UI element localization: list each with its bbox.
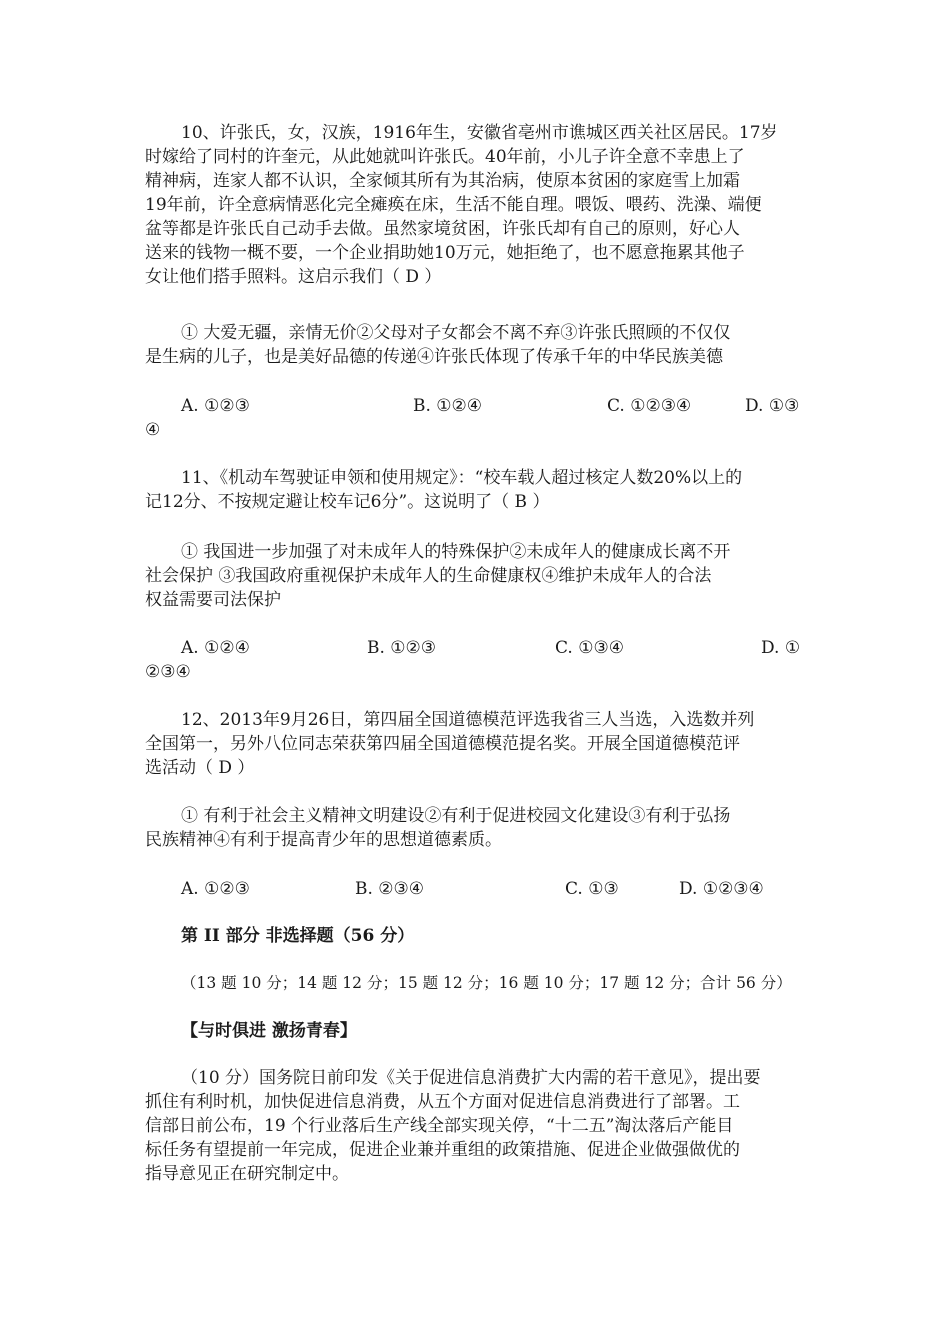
q10-line: 盆等都是许张氏自己动手去做。虽然家境贫困，许张氏却有自己的原则，好心人 — [145, 219, 740, 239]
q12-statement-line: 民族精神④有利于提高青少年的思想道德素质。 — [145, 830, 502, 850]
q11-option-b: B. ①②③ — [367, 638, 437, 658]
question-11-stem — [145, 466, 810, 514]
q10-option-c: C. ①②③④ — [607, 396, 692, 416]
q11-option-c: C. ①③④ — [555, 638, 624, 658]
q13-line: （10 分）国务院日前印发《关于促进信息消费扩大内需的若干意见》，提出要 — [181, 1068, 761, 1088]
part-2-score-breakdown — [145, 971, 810, 995]
q12-line: 全国第一，另外八位同志荣获第四届全国道德模范提名奖。开展全国道德模范评 — [145, 734, 740, 754]
q13-line: 抓住有利时机，加快促进信息消费，从五个方面对促进信息消费进行了部署。工 — [145, 1092, 740, 1112]
q11-option-a: A. ①②④ — [181, 638, 250, 658]
section-heading — [145, 1019, 810, 1043]
question-12-options — [145, 877, 810, 901]
q13-line: 标任务有望提前一年完成，促进企业兼并重组的政策措施、促进企业做强做优的 — [145, 1140, 740, 1160]
q12-option-c: C. ①③ — [565, 879, 619, 899]
question-11-options — [145, 636, 810, 684]
question-10-statements — [145, 321, 810, 369]
question-10-stem — [145, 121, 810, 289]
question-12-stem — [145, 708, 810, 780]
q11-statement-line: 社会保护 ③我国政府重视保护未成年人的生命健康权④维护未成年人的合法 — [145, 566, 712, 586]
section-title: 【与时俱进 激扬青春】 — [181, 1021, 357, 1041]
q13-line: 指导意见正在研究制定中。 — [145, 1164, 349, 1184]
q11-option-wrap: ②③④ — [145, 662, 191, 682]
q12-line: 12、2013年9月26日，第四届全国道德模范评选我省三人当选，入选数并列 — [181, 710, 755, 730]
q10-line: 时嫁给了同村的许奎元，从此她就叫许张氏。40年前，小儿子许全意不幸患上了 — [145, 147, 745, 167]
q13-line: 信部日前公布，19 个行业落后生产线全部实现关停，“十二五”淘汰落后产能目 — [145, 1116, 734, 1136]
q12-statement-line: ① 有利于社会主义精神文明建设②有利于促进校园文化建设③有利于弘扬 — [181, 806, 731, 826]
q11-statement-line: 权益需要司法保护 — [145, 590, 281, 610]
q10-line: 19年前，许全意病情恶化完全瘫痪在床，生活不能自理。喂饭、喂药、洗澡、端便 — [145, 195, 762, 215]
q10-line: 10、许张氏，女，汉族，1916年生，安徽省亳州市谯城区西关社区居民。17岁 — [181, 123, 778, 143]
part-2-scores: （13 题 10 分；14 题 12 分；15 题 12 分；16 题 10 分；17 题 12 分；合计 56 分） — [181, 974, 792, 992]
question-13-material — [145, 1066, 810, 1186]
question-12-statements — [145, 804, 810, 852]
q10-line: 精神病，连家人都不认识，全家倾其所有为其治病，使原本贫困的家庭雪上加霜 — [145, 171, 740, 191]
q10-option-b: B. ①②④ — [413, 396, 483, 416]
q10-option-wrap: ④ — [145, 420, 161, 440]
question-10-options — [145, 394, 810, 442]
part-2-title: 第 II 部分 非选择题（56 分） — [181, 926, 415, 946]
q10-option-a: A. ①②③ — [181, 396, 250, 416]
q10-option-d: D. ①③ — [745, 396, 800, 416]
q10-line: 女让他们搭手照料。这启示我们（ D ） — [145, 267, 442, 287]
q11-option-d: D. ① — [761, 638, 801, 658]
q10-statement-line: 是生病的儿子，也是美好品德的传递④许张氏体现了传承千年的中华民族美德 — [145, 347, 723, 367]
q12-option-d: D. ①②③④ — [679, 879, 764, 899]
part-2-heading — [145, 924, 810, 948]
q11-line: 记12分、不按规定避让校车记6分”。这说明了（ B ） — [145, 492, 550, 512]
q10-line: 送来的钱物一概不要，一个企业捐助她10万元，她拒绝了，也不愿意拖累其他子 — [145, 243, 745, 263]
q11-statement-line: ① 我国进一步加强了对未成年人的特殊保护②未成年人的健康成长离不开 — [181, 542, 731, 562]
q11-line: 11、《机动车驾驶证申领和使用规定》：“校车载人超过核定人数20%以上的 — [181, 468, 743, 488]
q10-statement-line: ① 大爱无疆，亲情无价②父母对子女都会不离不弃③许张氏照顾的不仅仅 — [181, 323, 731, 343]
q12-option-a: A. ①②③ — [181, 879, 250, 899]
question-11-statements — [145, 540, 810, 612]
q12-line: 选活动（ D ） — [145, 758, 255, 778]
q12-option-b: B. ②③④ — [355, 879, 425, 899]
